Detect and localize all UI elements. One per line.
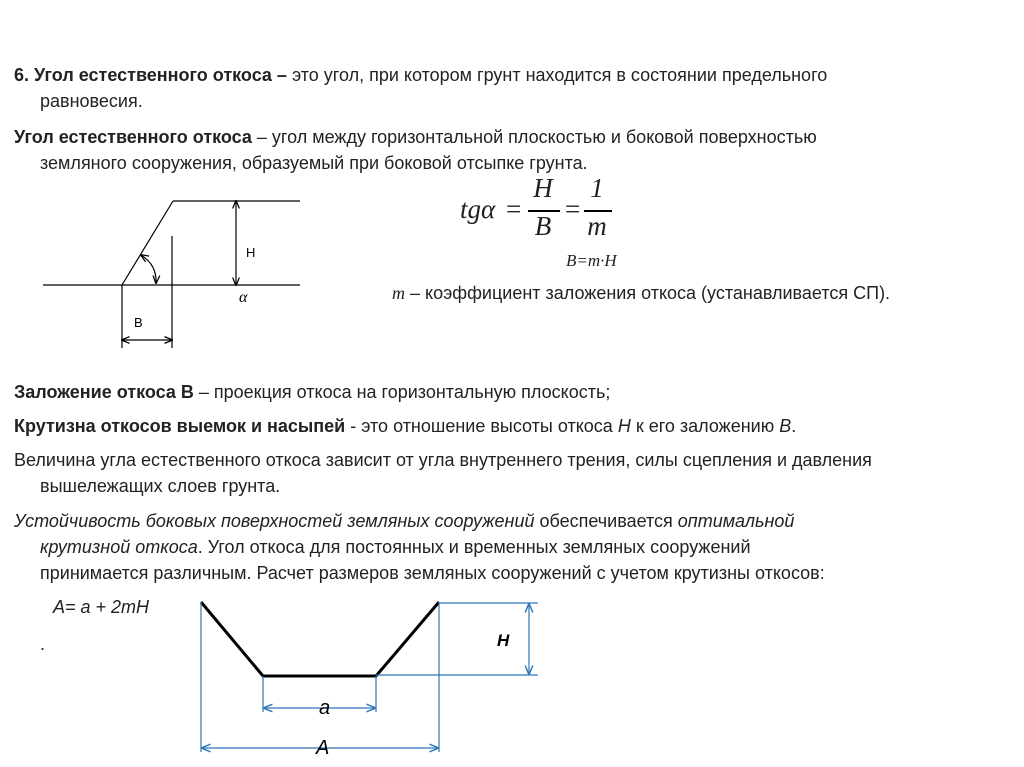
label-H: H (246, 245, 256, 260)
symbol-H: Н (617, 416, 631, 436)
italic-phrase-1: Устойчивость боковых поверхностей земляных сооружений (14, 511, 535, 531)
formula-b-eq: B=m·H (566, 251, 617, 270)
term-bold: Угол естественного откоса (14, 127, 252, 147)
label-H-trapezoid: H (497, 631, 510, 650)
fraction1-numerator: H (533, 173, 553, 203)
symbol-B: В (779, 416, 792, 436)
label-alpha: α (239, 289, 248, 306)
italic-phrase-3: крутизной откоса (40, 537, 198, 557)
m-definition-text: – коэффициент заложения откоса (устанавливается СП). (405, 283, 891, 303)
definition-text-2: к его заложению (630, 416, 780, 436)
term-bold: Крутизна откосов выемок и насыпей (14, 416, 346, 436)
label-A: A (316, 737, 330, 759)
m-definition (392, 283, 890, 304)
paragraph-text: Величина угла естественного откоса зависит от угла внутреннего трения, силы сцепления и давления (14, 450, 872, 470)
trapezoid-profile (201, 602, 439, 676)
stray-dot: . (40, 634, 46, 654)
definition-continuation: земляного сооружения, образуемый при боковой отсыпке грунта. (40, 153, 588, 173)
m-symbol: m (392, 283, 405, 303)
paragraph-line-3: принимается различным. Расчет размеров земляных сооружений с учетом крутизны откосов: (40, 563, 825, 583)
formula-lhs: tgα (460, 194, 496, 224)
label-B: B (134, 315, 143, 330)
fraction1-denominator: B (534, 211, 552, 241)
term-bold: 6. Угол естественного откоса – (14, 65, 287, 85)
definition-text: – проекция откоса на горизонтальную плоскость; (193, 382, 611, 402)
paragraph-text-1: обеспечивается (534, 511, 678, 531)
fraction2-numerator: 1 (590, 173, 604, 203)
formula-eq2: = (565, 194, 581, 224)
angle-arc (141, 255, 156, 283)
label-a: a (319, 697, 331, 719)
paragraph-stability (14, 508, 1014, 586)
paragraph-line-2 (14, 534, 1014, 560)
definition-end: . (791, 416, 797, 436)
formula-eq1: = (506, 194, 522, 224)
term-bold: Заложение откоса В (14, 382, 194, 402)
definition-text-1: - это отношение высоты откоса (345, 416, 618, 436)
trapezoid-diagram (201, 602, 538, 759)
fraction2-denominator: m (587, 211, 607, 241)
italic-phrase-2: оптимальной (677, 511, 795, 531)
paragraph-steepness (14, 413, 1014, 439)
paragraph-angle-factors (14, 447, 1014, 499)
slope-diagram (43, 201, 300, 348)
definition-text: это угол, при котором грунт находится в состоянии предельного (286, 65, 828, 85)
definition-continuation: равновесия. (40, 91, 143, 111)
paragraph-continuation: вышележащих слоев грунта. (40, 476, 281, 496)
paragraph-text-2: . Угол откоса для постоянных и временных земляных сооружений (197, 537, 751, 557)
paragraph-slope-base (14, 379, 1014, 405)
slope-line (122, 201, 173, 285)
formula-A: A= a + 2mH (53, 597, 150, 617)
definition-text: – угол между горизонтальной плоскостью и боковой поверхностью (251, 127, 817, 147)
